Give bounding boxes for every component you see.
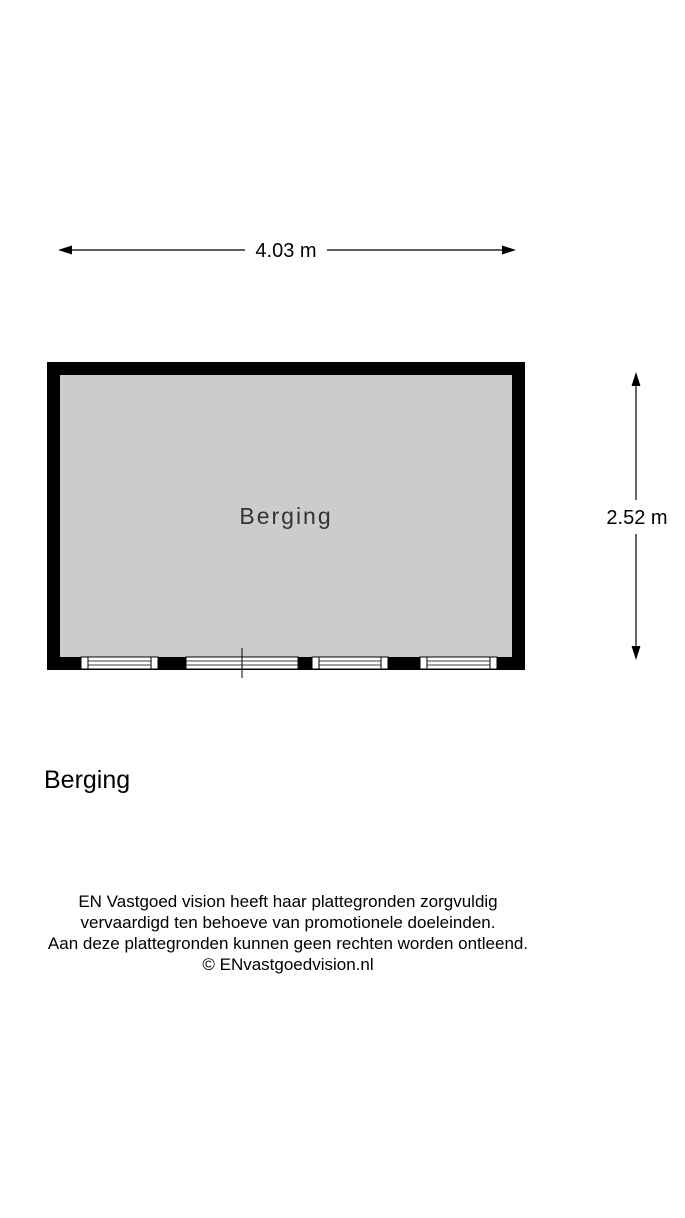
window-1 [81, 657, 158, 669]
disclaimer-line-1: EN Vastgoed vision heeft haar plattegronden zorgvuldig [78, 892, 498, 911]
disclaimer-line-2: vervaardigd ten behoeve van promotionele doeleinden. [80, 913, 496, 932]
arrowhead-left-icon [58, 246, 72, 255]
disclaimer [0, 891, 576, 975]
floor-title: Berging [44, 766, 131, 794]
window-3 [420, 657, 497, 669]
window-2 [312, 657, 388, 669]
width-dimension [58, 240, 516, 262]
disclaimer-line-4: © ENvastgoedvision.nl [202, 955, 374, 974]
room-label: Berging [239, 503, 333, 529]
height-dimension [606, 372, 667, 660]
width-dimension-label: 4.03 m [255, 240, 317, 262]
height-dimension-label: 2.52 m [606, 507, 668, 529]
arrowhead-up-icon [632, 372, 641, 386]
disclaimer-line-3: Aan deze plattegronden kunnen geen rechten worden ontleend. [47, 934, 529, 953]
arrowhead-right-icon [502, 246, 516, 255]
arrowhead-down-icon [632, 646, 641, 660]
